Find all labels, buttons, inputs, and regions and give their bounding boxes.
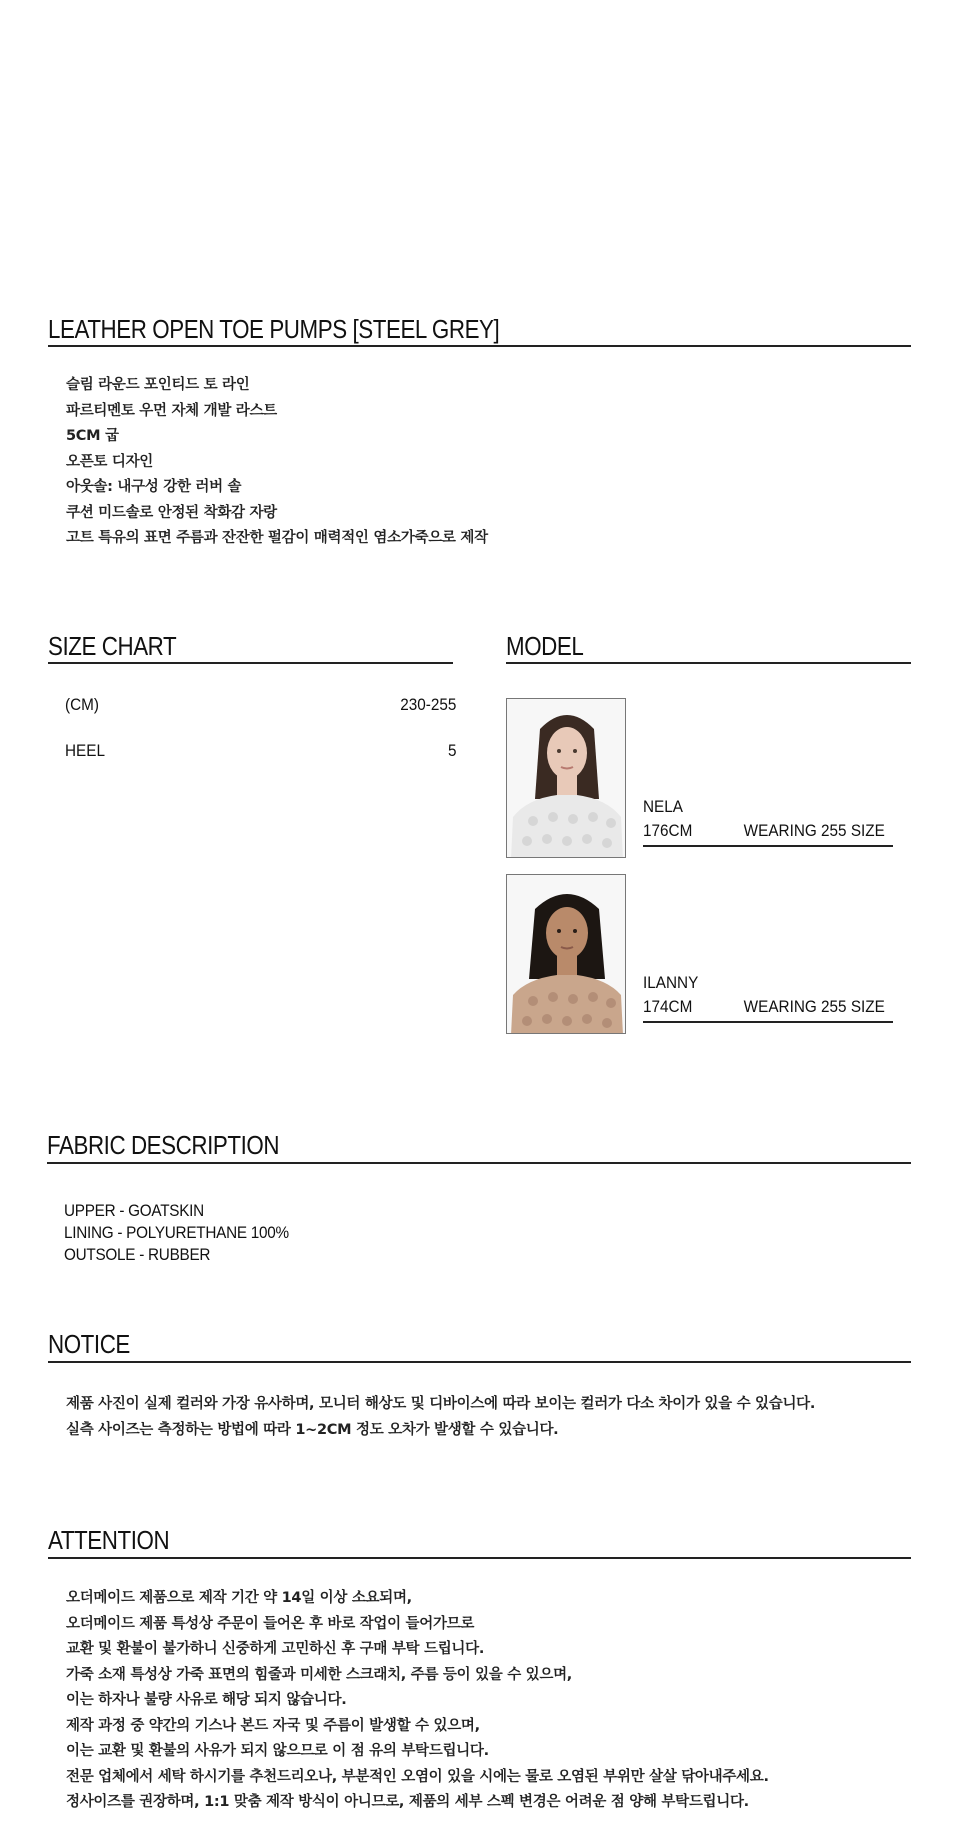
attention-item: 가죽 소재 특성상 가죽 표면의 힘줄과 미세한 스크래치, 주름 등이 있을 수 있으며,: [66, 1666, 573, 1683]
fabric-heading: FABRIC DESCRIPTION: [47, 1130, 280, 1160]
attention-item: 제작 과정 중 약간의 기스나 본드 자국 및 주름이 발생할 수 있으며,: [66, 1717, 480, 1734]
attention-heading: ATTENTION: [48, 1525, 170, 1555]
model-wearing-ilanny: WEARING 255 SIZE: [743, 997, 885, 1016]
feature-item: 오픈토 디자인: [66, 453, 153, 470]
model-divider-ilanny: [643, 1021, 893, 1023]
notice-heading: NOTICE: [48, 1329, 130, 1359]
notice-divider: [48, 1361, 911, 1363]
feature-item: 5CM 굽: [66, 428, 119, 444]
fabric-line-lining: LINING - POLYURETHANE 100%: [64, 1223, 289, 1242]
attention-item: 이는 하자나 불량 사유로 해당 되지 않습니다.: [66, 1692, 347, 1708]
model-portrait-nela: [507, 699, 626, 858]
attention-item: 정사이즈를 권장하며, 1:1 맞춤 제작 방식이 아니므로, 제품의 세부 스펙 변경은 어려운 점 양해 부탁드립니다.: [66, 1794, 749, 1810]
model-divider-nela: [643, 845, 893, 847]
feature-list: [66, 373, 488, 552]
attention-item: 오더메이드 제품 특성상 주문이 들어온 후 바로 작업이 들어가므로: [66, 1615, 475, 1632]
model-height-nela: 176CM: [643, 821, 693, 840]
model-heading: MODEL: [506, 631, 584, 661]
size-value-cm: 230-255: [399, 695, 456, 714]
model-name-ilanny: ILANNY: [643, 973, 699, 992]
model-portrait-ilanny: [507, 875, 626, 1034]
model-photo-ilanny: [506, 874, 626, 1034]
size-value-heel: 5: [447, 741, 456, 760]
feature-item: 아웃솔: 내구성 강한 러버 솔: [66, 479, 242, 495]
feature-item: 슬림 라운드 포인티드 토 라인: [66, 377, 250, 393]
notice-item: 제품 사진이 실제 컬러와 가장 유사하며, 모니터 해상도 및 디바이스에 따라 보이는 컬러가 다소 차이가 있을 수 있습니다.: [66, 1396, 816, 1412]
feature-item: 파르티멘토 우먼 자체 개발 라스트: [66, 402, 277, 419]
attention-item: 오더메이드 제품으로 제작 기간 약 14일 이상 소요되며,: [66, 1590, 412, 1606]
product-title: LEATHER OPEN TOE PUMPS [STEEL GREY]: [48, 314, 500, 344]
fabric-line-outsole: OUTSOLE - RUBBER: [64, 1245, 211, 1264]
fabric-line-upper: UPPER - GOATSKIN: [64, 1201, 204, 1220]
attention-item: 이는 교환 및 환불의 사유가 되지 않으므로 이 점 유의 부탁드립니다.: [66, 1743, 489, 1759]
size-chart-divider: [48, 662, 453, 664]
notice-list: [66, 1392, 815, 1443]
model-height-ilanny: 174CM: [643, 997, 693, 1016]
size-label-heel: HEEL: [65, 741, 105, 760]
size-chart-heading: SIZE CHART: [48, 631, 177, 661]
model-wearing-nela: WEARING 255 SIZE: [743, 821, 885, 840]
model-name-nela: NELA: [643, 797, 683, 816]
attention-item: 전문 업체에서 세탁 하시기를 추천드리오나, 부분적인 오염이 있을 시에는 물로 오염된 부위만 살살 닦아내주세요.: [66, 1768, 769, 1785]
size-label-cm: (CM): [65, 695, 99, 714]
feature-item: 쿠션 미드솔로 안정된 착화감 자랑: [66, 504, 277, 521]
attention-item: 교환 및 환불이 불가하니 신중하게 고민하신 후 구매 부탁 드립니다.: [66, 1641, 485, 1657]
feature-item: 고트 특유의 표면 주름과 잔잔한 펄감이 매력적인 염소가죽으로 제작: [66, 530, 488, 546]
model-divider: [506, 662, 911, 664]
title-divider: [48, 345, 911, 347]
notice-item: 실측 사이즈는 측정하는 방법에 따라 1~2CM 정도 오차가 발생할 수 있습니다.: [66, 1421, 559, 1438]
attention-list: [66, 1586, 769, 1816]
model-photo-nela: [506, 698, 626, 858]
attention-divider: [48, 1557, 911, 1559]
fabric-divider: [47, 1162, 911, 1164]
